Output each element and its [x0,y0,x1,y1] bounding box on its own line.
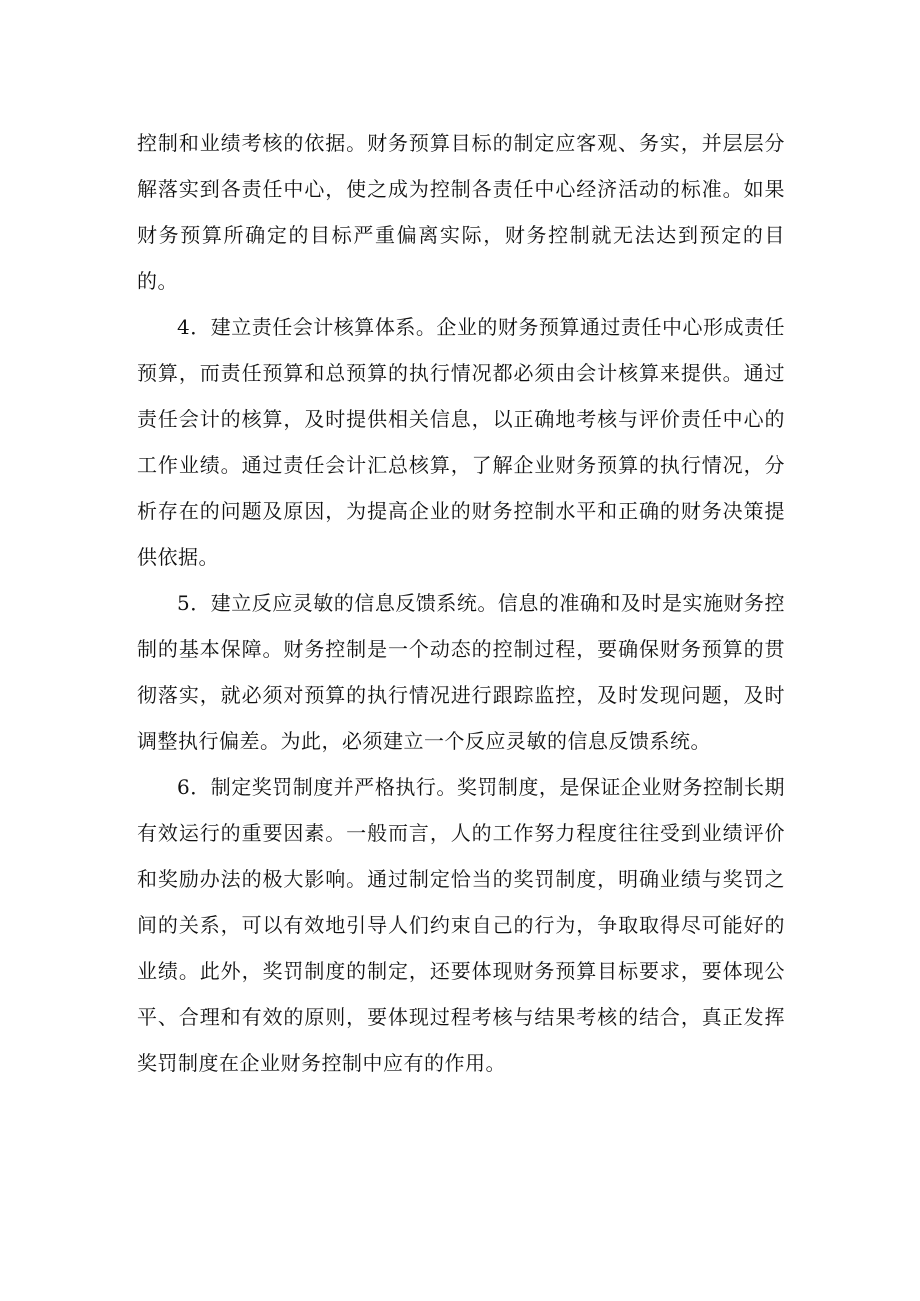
paragraph-item-5: 5．建立反应灵敏的信息反馈系统。信息的准确和及时是实施财务控制的基本保障。财务控制是一个动态的控制过程，要确保财务预算的贯彻落实，就必须对预算的执行情况进行跟踪监控，及时发现问题，及时调整执行偏差。为此，必须建立一个反应灵敏的信息反馈系统。 [137,591,785,753]
paragraph-item-6: 6．制定奖罚制度并严格执行。奖罚制度，是保证企业财务控制长期有效运行的重要因素。一般而言，人的工作努力程度往往受到业绩评价和奖励办法的极大影响。通过制定恰当的奖罚制度，明确业绩与奖罚之间的关系，可以有效地引导人们约束自己的行为，争取取得尽可能好的业绩。此外，奖罚制度的制定，还要体现财务预算目标要求，要体现公平、合理和有效的原则，要体现过程考核与结果考核的结合，真正发挥奖罚制度在企业财务控制中应有的作用。 [137,775,785,1075]
paragraph-continuation: 控制和业绩考核的依据。财务预算目标的制定应客观、务实，并层层分解落实到各责任中心，使之成为控制各责任中心经济活动的标准。如果财务预算所确定的目标严重偏离实际，财务控制就无法达到预定的目的。 [137,131,785,293]
paragraph-item-4: 4．建立责任会计核算体系。企业的财务预算通过责任中心形成责任预算，而责任预算和总预算的执行情况都必须由会计核算来提供。通过责任会计的核算，及时提供相关信息，以正确地考核与评价责任中心的工作业绩。通过责任会计汇总核算，了解企业财务预算的执行情况，分析存在的问题及原因，为提高企业的财务控制水平和正确的财务决策提供依据。 [137,315,785,569]
document-body [137,120,785,1086]
